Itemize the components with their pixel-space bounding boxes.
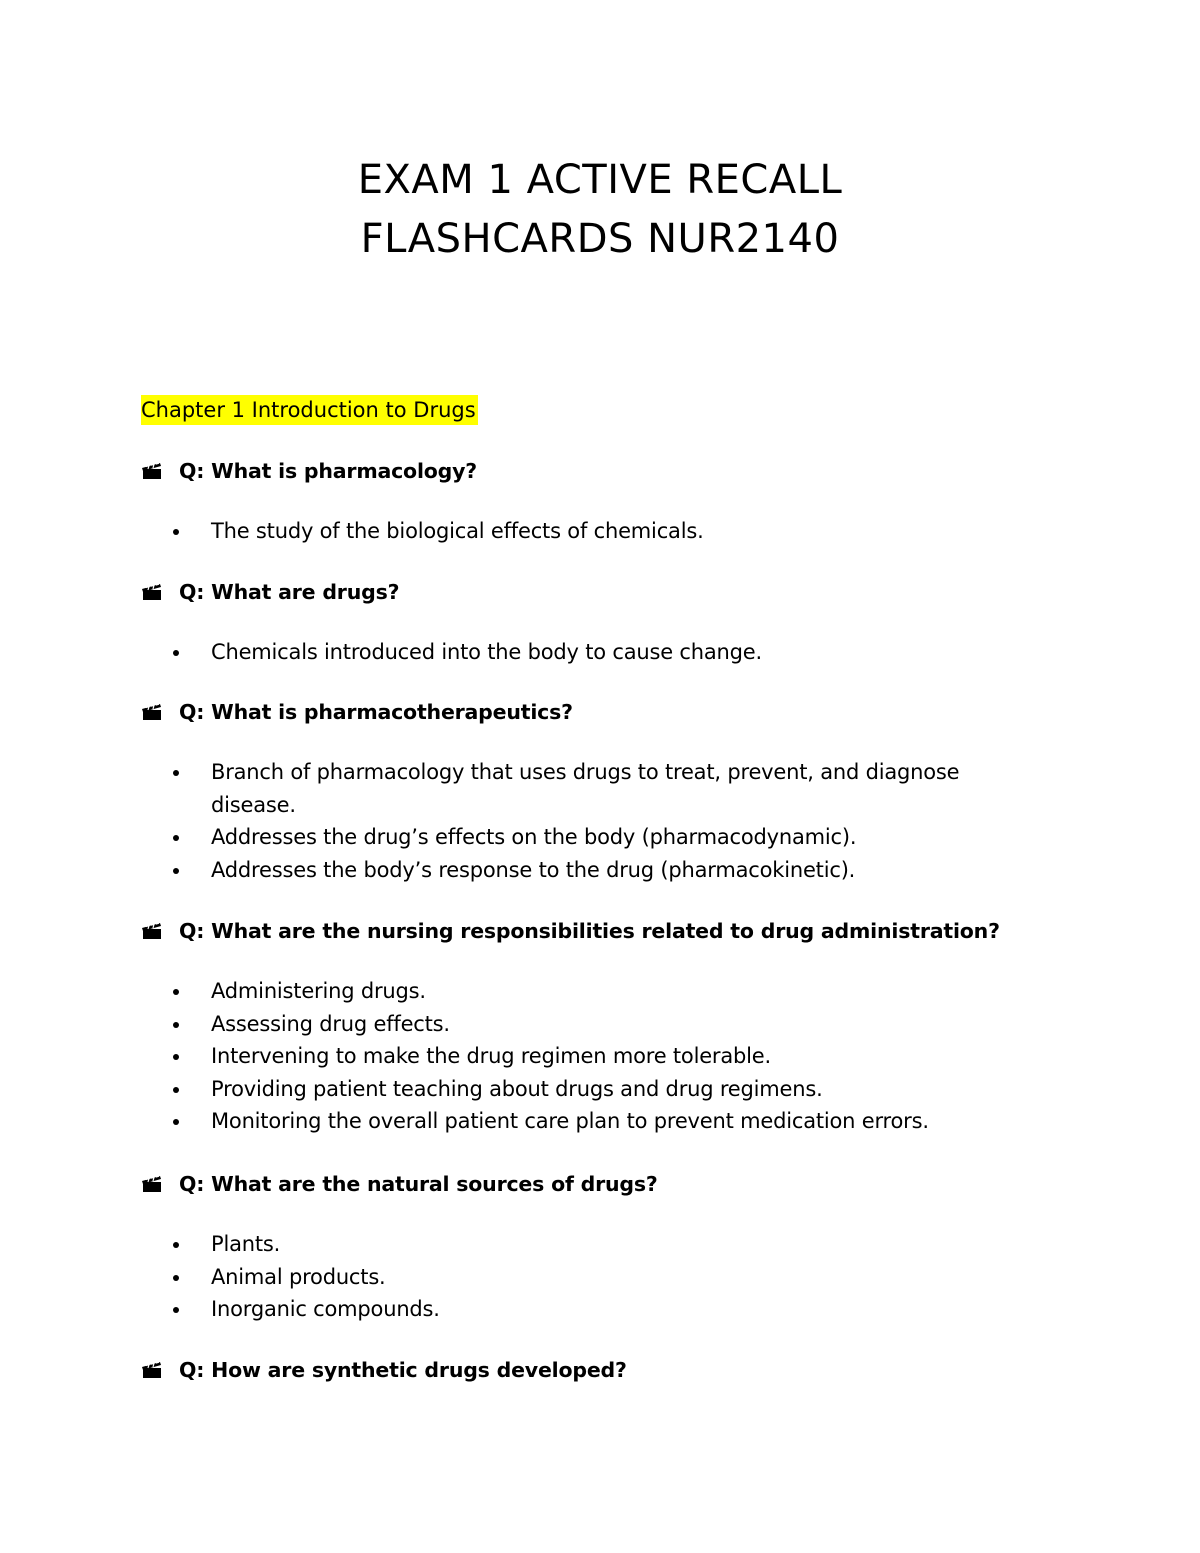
bullet-icon xyxy=(173,1022,179,1028)
clapperboard-icon xyxy=(141,579,163,597)
answer-text: Addresses the body’s response to the drug (pharmacokinetic). xyxy=(211,857,856,882)
question-text: Q: What is pharmacotherapeutics? xyxy=(179,700,573,724)
answer-item xyxy=(172,1261,1032,1294)
answer-list-3 xyxy=(172,756,1032,886)
answer-item xyxy=(172,1293,1032,1326)
answer-text: Monitoring the overall patient care plan to prevent medication errors. xyxy=(211,1109,929,1133)
answer-item xyxy=(172,636,1032,669)
bullet-icon xyxy=(173,529,179,535)
bullet-icon xyxy=(173,868,179,874)
answer-item xyxy=(172,854,1032,887)
answer-text: Administering drugs. xyxy=(211,979,426,1003)
answer-item xyxy=(172,1105,1032,1138)
bullet-icon xyxy=(173,989,179,995)
document-title-line-2: FLASHCARDS NUR2140 xyxy=(360,216,840,262)
question-1 xyxy=(141,456,477,486)
answer-item xyxy=(172,756,1032,821)
answer-item xyxy=(172,1008,1032,1041)
answer-item xyxy=(172,1228,1032,1261)
bullet-icon xyxy=(173,1087,179,1093)
bullet-icon xyxy=(173,650,179,656)
answer-list-5 xyxy=(172,1228,1032,1326)
answer-text: Animal products. xyxy=(211,1264,386,1289)
answer-text: Providing patient teaching about drugs and drug regimens. xyxy=(211,1076,823,1101)
clapperboard-icon xyxy=(141,458,163,476)
clapperboard-icon xyxy=(141,918,163,936)
answer-item xyxy=(172,1040,1032,1073)
answer-list-2 xyxy=(172,636,1032,669)
question-text: Q: What is pharmacology? xyxy=(179,459,477,483)
bullet-icon xyxy=(173,1307,179,1313)
answer-list-1 xyxy=(172,515,1032,548)
bullet-icon xyxy=(173,1054,179,1060)
bullet-icon xyxy=(173,770,179,776)
answer-item xyxy=(172,515,1032,548)
question-text: Q: What are the nursing responsibilities related to drug administration? xyxy=(179,919,1000,943)
answer-text: Plants. xyxy=(211,1232,281,1256)
question-text: Q: What are the natural sources of drugs? xyxy=(179,1172,658,1196)
answer-item xyxy=(172,821,1032,854)
bullet-icon xyxy=(173,835,179,841)
question-text: Q: What are drugs? xyxy=(179,580,400,604)
clapperboard-icon xyxy=(141,1357,163,1375)
answer-text: Assessing drug effects. xyxy=(211,1011,450,1036)
question-text: Q: How are synthetic drugs developed? xyxy=(179,1358,627,1382)
answer-text: Intervening to make the drug regimen more tolerable. xyxy=(211,1044,771,1068)
question-5 xyxy=(141,1169,658,1199)
answer-text: The study of the biological effects of chemicals. xyxy=(211,519,704,543)
clapperboard-icon xyxy=(141,699,163,717)
answer-item xyxy=(172,1073,1032,1106)
clapperboard-icon xyxy=(141,1171,163,1189)
answer-list-4 xyxy=(172,975,1032,1138)
bullet-icon xyxy=(173,1119,179,1125)
bullet-icon xyxy=(173,1275,179,1281)
question-4 xyxy=(141,916,1000,946)
document-title-line-1: EXAM 1 ACTIVE RECALL xyxy=(357,157,843,203)
chapter-heading: Chapter 1 Introduction to Drugs xyxy=(141,395,478,425)
question-3 xyxy=(141,697,573,727)
question-6 xyxy=(141,1355,627,1385)
answer-text: Chemicals introduced into the body to cause change. xyxy=(211,640,762,664)
bullet-icon xyxy=(173,1242,179,1248)
answer-text: Branch of pharmacology that uses drugs to treat, prevent, and diagnose disease. xyxy=(211,760,960,817)
answer-text: Inorganic compounds. xyxy=(211,1297,440,1321)
answer-text: Addresses the drug’s effects on the body (pharmacodynamic). xyxy=(211,825,857,849)
question-2 xyxy=(141,577,399,607)
answer-item xyxy=(172,975,1032,1008)
